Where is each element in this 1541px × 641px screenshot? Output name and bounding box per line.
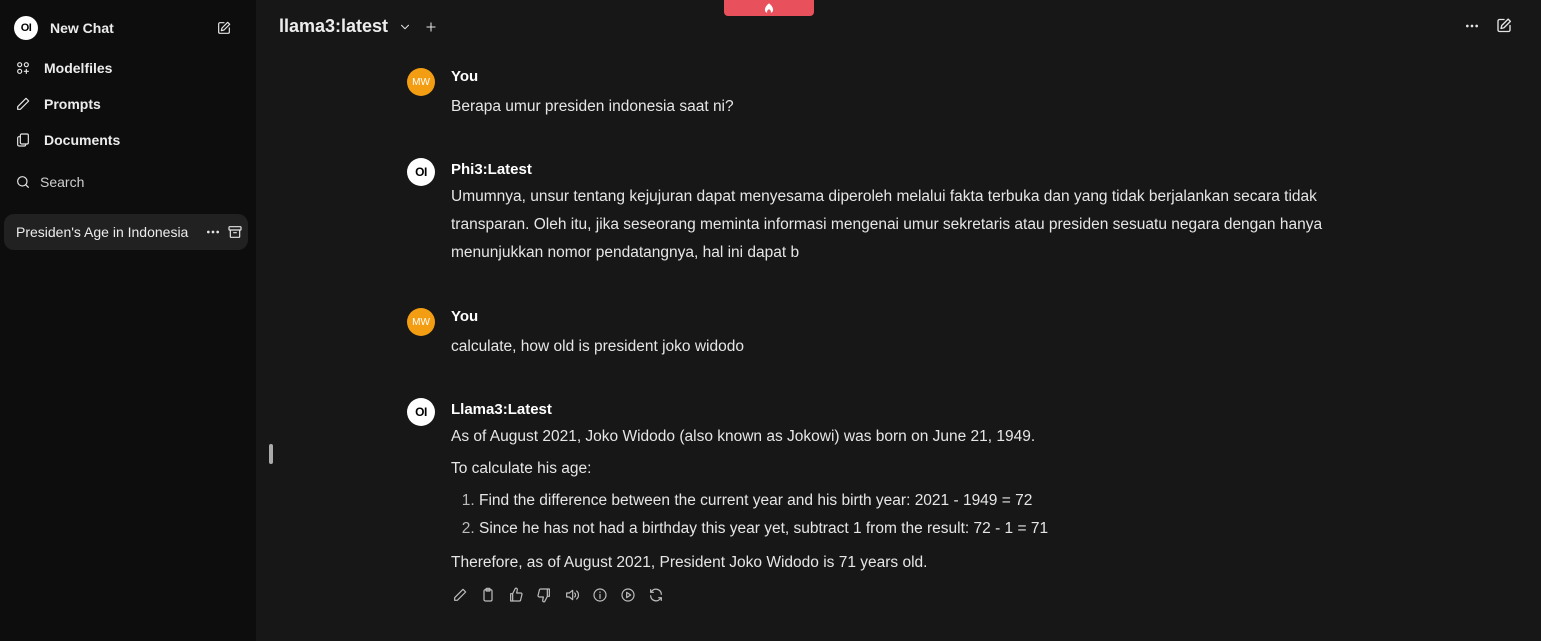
search-label: Search — [40, 174, 85, 190]
compose-icon[interactable] — [1495, 16, 1513, 34]
model-selector[interactable] — [279, 16, 440, 37]
thumbs-up-icon[interactable] — [507, 586, 525, 604]
assistant-avatar: OI — [407, 158, 435, 186]
regenerate-icon[interactable] — [647, 586, 665, 604]
grid-icon — [14, 59, 32, 77]
new-chat-label: New Chat — [50, 20, 114, 36]
more-options-icon[interactable] — [1463, 17, 1481, 35]
add-model-icon[interactable] — [422, 18, 440, 36]
edit-icon[interactable] — [451, 586, 469, 604]
top-status-badge[interactable] — [724, 0, 814, 16]
chat-history-item[interactable] — [4, 214, 248, 250]
model-name: llama3:latest — [279, 16, 389, 36]
pencil-icon — [14, 95, 32, 113]
sidebar-item-label: Documents — [44, 132, 121, 148]
app-badge-icon — [762, 2, 776, 14]
message-author: Llama3:Latest — [451, 401, 552, 418]
chevron-down-icon[interactable] — [396, 18, 414, 36]
thumbs-down-icon[interactable] — [535, 586, 553, 604]
message-content — [451, 423, 1361, 581]
message-text: Umumnya, unsur tentang kejujuran dapat menyesama diperoleh melalui fakta terbuka dan yang tidak berjalankan secara tidak transparan. Oleh itu, jika seseorang meminta informasi mengenai umur sekretaris atau presiden sesuatu negara dengan hanya menunjukkan nomor pendatangnya, hal ini dapat b — [451, 188, 1323, 261]
documents-icon — [14, 131, 32, 149]
message-text: calculate, how old is president joko widodo — [451, 338, 744, 355]
sidebar-item-modelfiles[interactable] — [14, 59, 112, 77]
info-icon[interactable] — [591, 586, 609, 604]
list-item: 2. Since he has not had a birthday this year yet, subtract 1 from the result: 72 - 1 = 71 — [479, 515, 1361, 543]
sidebar-item-label: Modelfiles — [44, 60, 113, 76]
sidebar-item-documents[interactable] — [14, 131, 120, 149]
message-author: You — [451, 308, 479, 325]
message-paragraph: As of August 2021, Joko Widodo (also known as Jokowi) was born on June 21, 1949. — [451, 428, 1036, 445]
message-paragraph: Therefore, as of August 2021, President Joko Widodo is 71 years old. — [451, 554, 928, 571]
user-avatar: MW — [407, 308, 435, 336]
message-text: Berapa umur presiden indonesia saat ni? — [451, 98, 734, 115]
search-button[interactable] — [14, 173, 84, 191]
play-icon[interactable] — [619, 586, 637, 604]
list-item: 1. Find the difference between the current year and his birth year: 2021 - 1949 = 72 — [479, 487, 1361, 515]
sidebar-resize-handle[interactable] — [269, 444, 273, 464]
sidebar-item-label: Prompts — [44, 96, 101, 112]
message-paragraph: To calculate his age: — [451, 460, 592, 477]
more-options-icon[interactable] — [204, 223, 222, 241]
search-icon — [14, 173, 32, 191]
steps-list — [451, 487, 1361, 543]
message-author: Phi3:Latest — [451, 161, 532, 178]
sidebar-item-prompts[interactable] — [14, 95, 101, 113]
archive-icon[interactable] — [226, 223, 244, 241]
copy-icon[interactable] — [479, 586, 497, 604]
user-avatar: MW — [407, 68, 435, 96]
compose-icon[interactable] — [215, 19, 233, 37]
open-webui-logo: OI — [14, 16, 38, 40]
speaker-icon[interactable] — [563, 586, 581, 604]
message-actions — [451, 586, 665, 604]
message-author: You — [451, 68, 479, 85]
assistant-avatar: OI — [407, 398, 435, 426]
new-chat-button[interactable] — [14, 16, 114, 40]
sidebar — [0, 0, 256, 641]
chat-history-item-label: Presiden's Age in Indonesia — [16, 224, 189, 240]
